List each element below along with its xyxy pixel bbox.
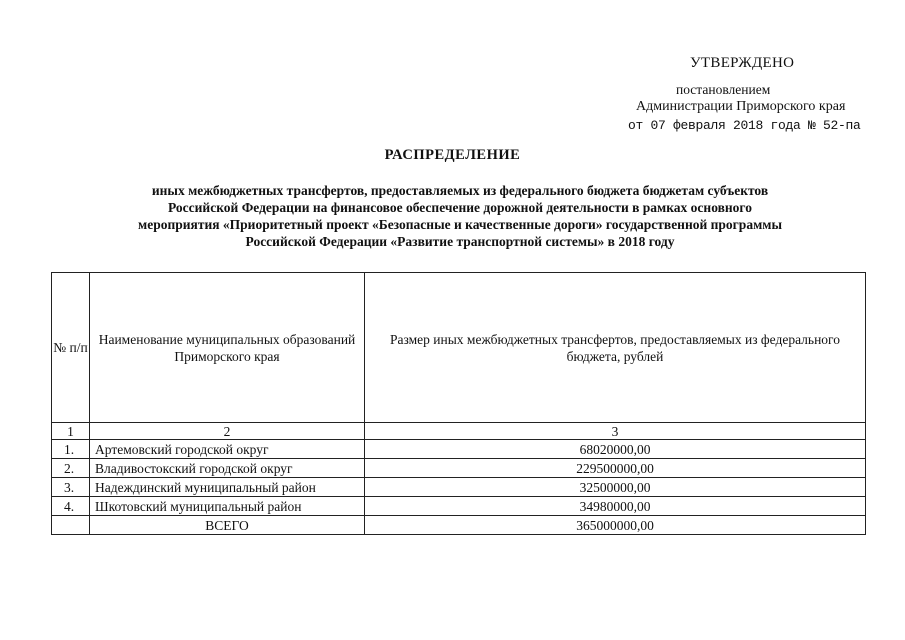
table-row: [52, 459, 866, 478]
index-cell: 2: [90, 423, 365, 440]
row-name: Шкотовский муниципальный район: [90, 497, 365, 516]
approved-stamp: УТВЕРЖДЕНО: [690, 55, 795, 71]
table-row: [52, 497, 866, 516]
row-name: Надеждинский муниципальный район: [90, 478, 365, 497]
row-amount: 68020000,00: [365, 440, 866, 459]
document-title: РАСПРЕДЕЛЕНИЕ: [384, 147, 521, 163]
row-amount: 32500000,00: [365, 478, 866, 497]
table-header-row: [52, 273, 866, 423]
row-name: Артемовский городской округ: [90, 440, 365, 459]
row-number: 4.: [52, 497, 90, 516]
row-number: 1.: [52, 440, 90, 459]
header-amount: Размер иных межбюджетных трансфертов, предоставляемых из федерального бюджета, рублей: [365, 273, 866, 423]
row-name: Владивостокский городской округ: [90, 459, 365, 478]
table-row: [52, 440, 866, 459]
subtitle-line: иных межбюджетных трансфертов, предоставляемых из федерального бюджета бюджетам субъектов: [151, 183, 769, 198]
decree-label: постановлением: [676, 82, 771, 97]
index-cell: 1: [52, 423, 90, 440]
index-cell: 3: [365, 423, 866, 440]
total-row: [52, 516, 866, 535]
document-subtitle: [90, 182, 830, 250]
row-amount: 34980000,00: [365, 497, 866, 516]
decree-date: от 07 февраля 2018 года № 52-па: [628, 118, 861, 133]
total-amount: 365000000,00: [365, 516, 866, 535]
total-num-cell: [52, 516, 90, 535]
administration-label: Администрации Приморского края: [636, 99, 846, 114]
row-number: 3.: [52, 478, 90, 497]
subtitle-line: мероприятия «Приоритетный проект «Безопасные и качественные дороги» государственной программы: [138, 217, 782, 232]
row-amount: 229500000,00: [365, 459, 866, 478]
distribution-table: [51, 272, 866, 535]
header-name: Наименование муниципальных образований Приморского края: [90, 273, 365, 423]
subtitle-line: Российской Федерации на финансовое обеспечение дорожной деятельности в рамках основного: [168, 200, 752, 215]
total-label: ВСЕГО: [90, 516, 365, 535]
header-num: № п/п: [52, 273, 90, 423]
subtitle-line: Российской Федерации «Развитие транспортной системы» в 2018 году: [245, 234, 675, 249]
table-row: [52, 478, 866, 497]
table-index-row: [52, 423, 866, 440]
row-number: 2.: [52, 459, 90, 478]
